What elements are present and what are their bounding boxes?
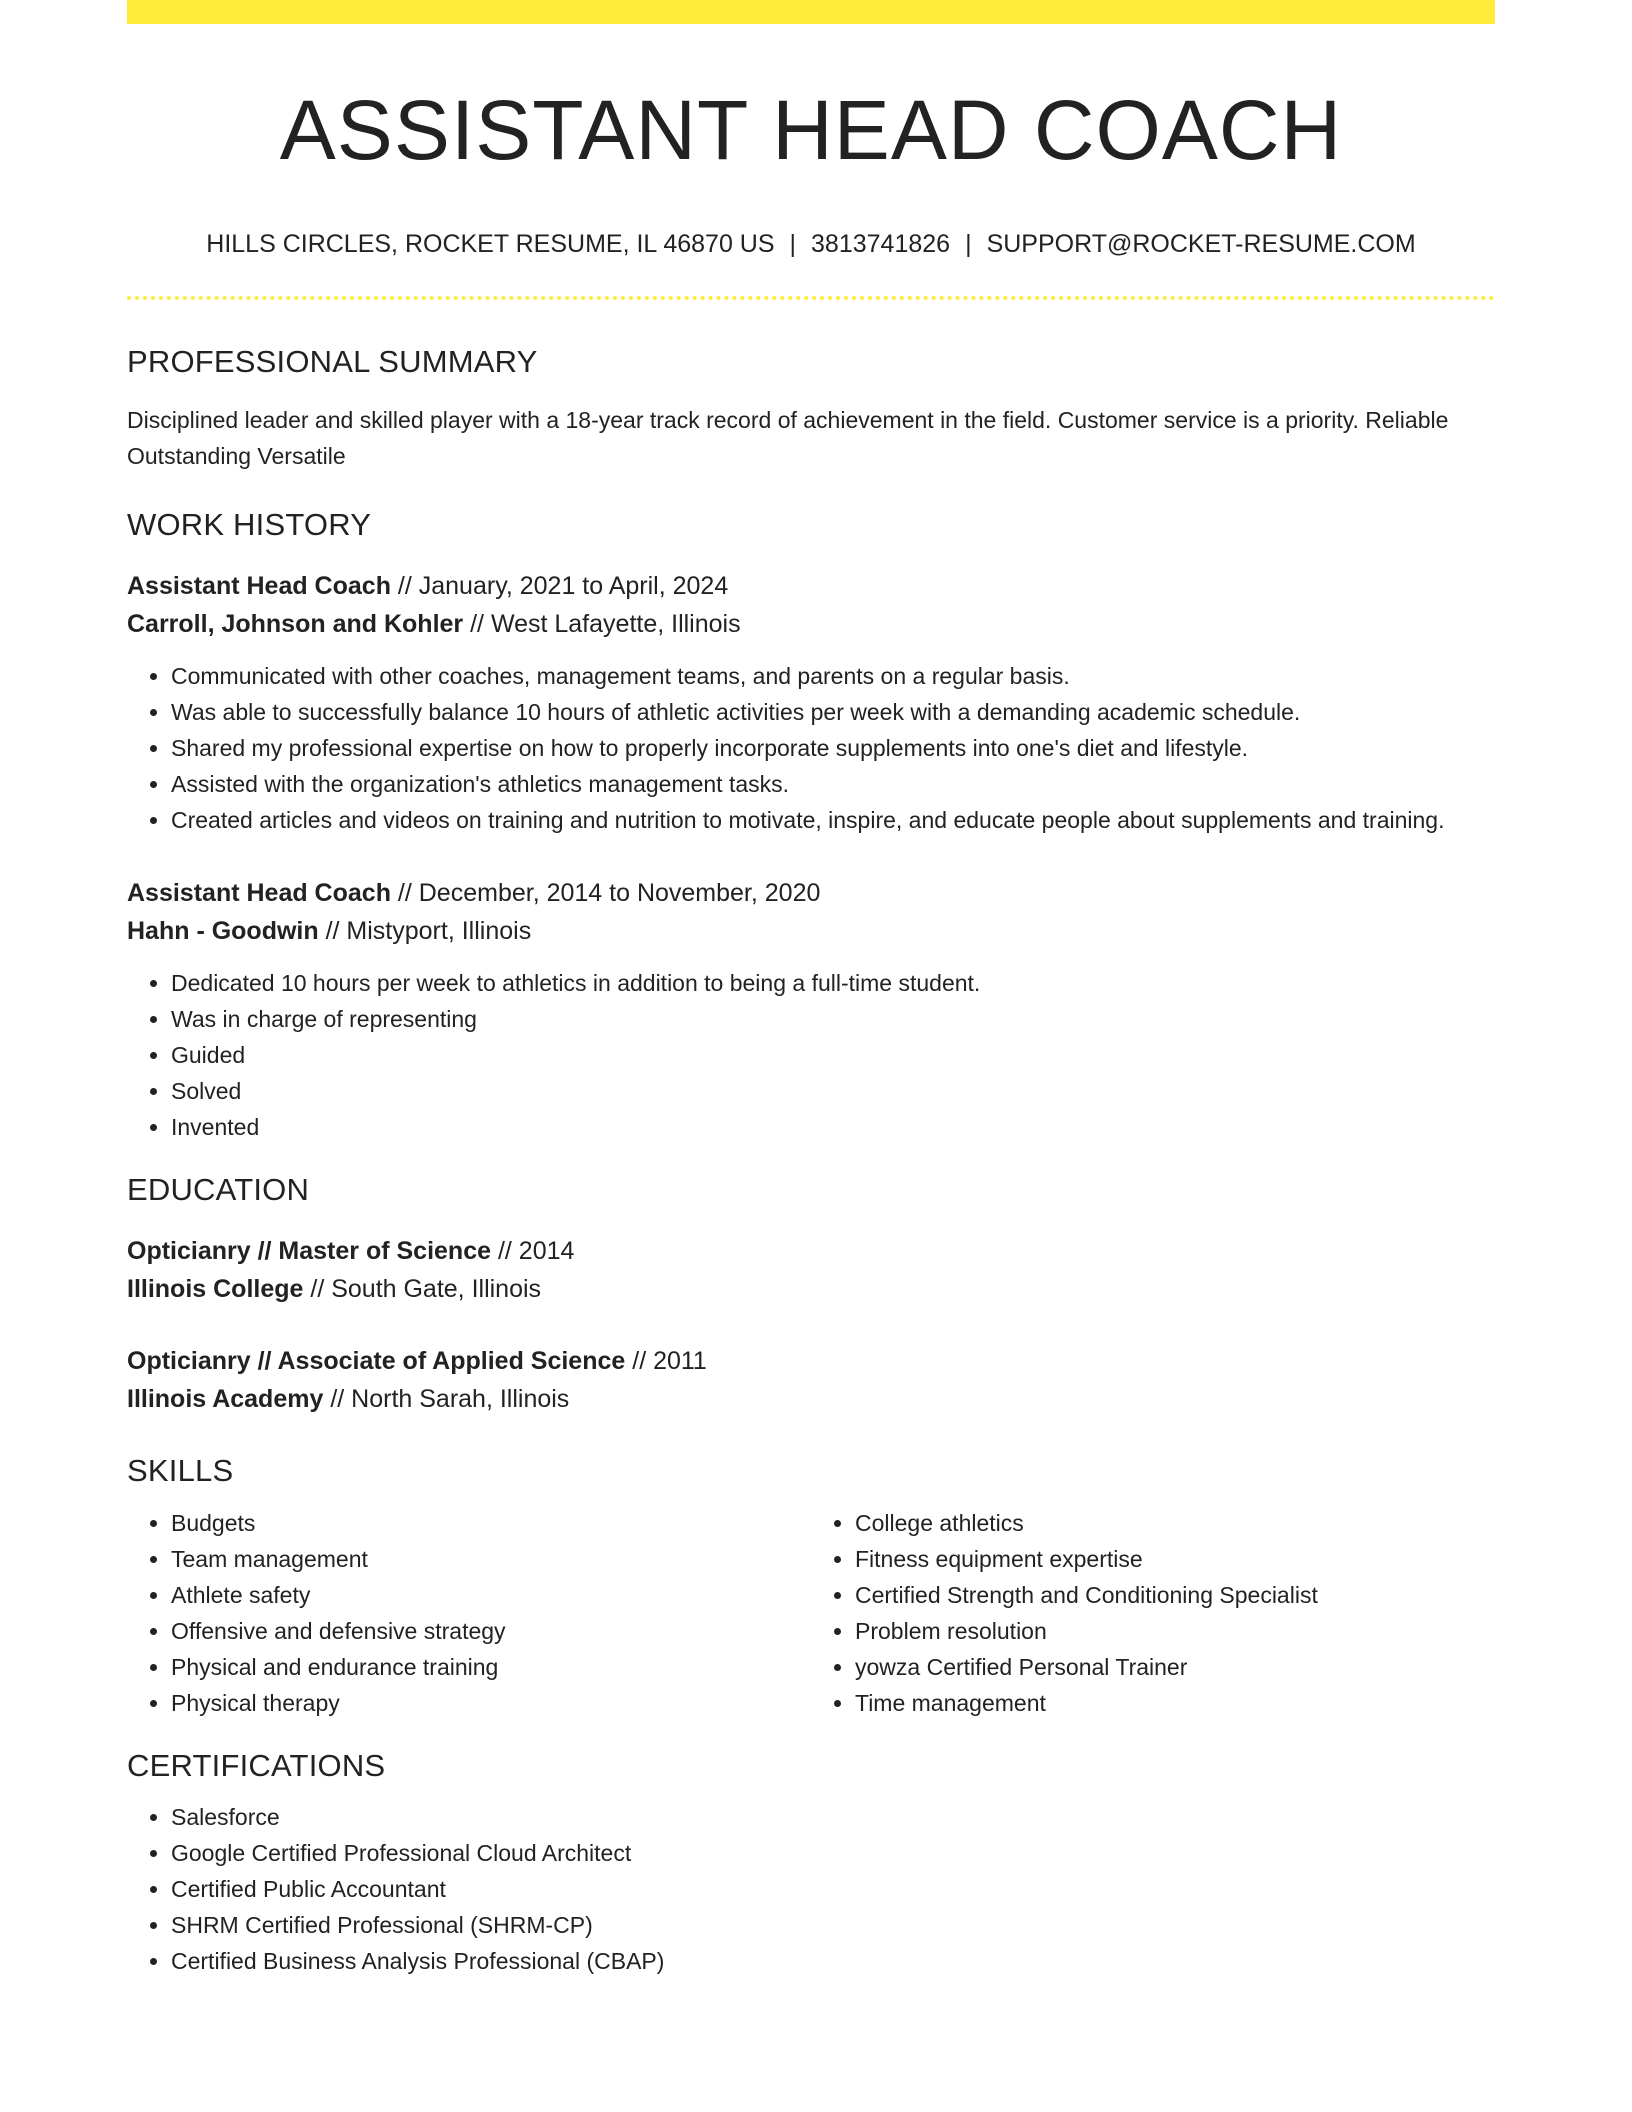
education-school: Illinois College bbox=[127, 1275, 304, 1304]
skill-item: • Physical therapy bbox=[171, 1685, 811, 1721]
education-heading: EDUCATION bbox=[127, 1172, 310, 1208]
job-company: Carroll, Johnson and Kohler bbox=[127, 610, 464, 639]
contact-phone: 3813741826 bbox=[811, 230, 951, 259]
job-title-line bbox=[127, 567, 1495, 605]
accent-top-bar bbox=[127, 0, 1495, 24]
job-title: Assistant Head Coach bbox=[127, 879, 391, 908]
skill-item: • College athletics bbox=[855, 1505, 1495, 1541]
job-bullet: • Was in charge of representing bbox=[171, 1001, 1495, 1037]
job-company-line bbox=[127, 912, 1495, 950]
job-location: // Mistyport, Illinois bbox=[318, 917, 532, 946]
education-degree-line bbox=[127, 1232, 1495, 1270]
job-location: // West Lafayette, Illinois bbox=[463, 610, 741, 639]
job-entry bbox=[127, 874, 1495, 1145]
certifications-list bbox=[127, 1799, 1495, 1979]
summary-text: Disciplined leader and skilled player with a 18-year track record of achievement in the field. Customer service is a priority. Reliable Outstanding Versatile bbox=[127, 407, 1449, 470]
summary-heading: PROFESSIONAL SUMMARY bbox=[127, 343, 538, 379]
job-title: Assistant Head Coach bbox=[127, 572, 391, 601]
certification-item: • Salesforce bbox=[171, 1799, 1495, 1835]
education-year: // 2014 bbox=[491, 1237, 575, 1266]
education-school-line bbox=[127, 1270, 1495, 1308]
skill-item: • Problem resolution bbox=[855, 1613, 1495, 1649]
education-location: // North Sarah, Illinois bbox=[323, 1385, 570, 1414]
education-degree: Opticianry // Associate of Applied Science bbox=[127, 1347, 626, 1376]
skill-item: • Certified Strength and Conditioning Specialist bbox=[855, 1577, 1495, 1613]
job-bullets bbox=[127, 965, 1495, 1145]
contact-line bbox=[127, 228, 1495, 261]
job-company: Hahn - Goodwin bbox=[127, 917, 319, 946]
job-bullet: • Dedicated 10 hours per week to athletics in addition to being a full-time student. bbox=[171, 965, 1495, 1001]
contact-email: SUPPORT@ROCKET-RESUME.COM bbox=[986, 230, 1416, 259]
contact-separator: | bbox=[789, 230, 797, 259]
skills-heading: SKILLS bbox=[127, 1453, 234, 1489]
skill-item: • Budgets bbox=[171, 1505, 811, 1541]
job-bullet: • Invented bbox=[171, 1109, 1495, 1145]
certification-item: • SHRM Certified Professional (SHRM-CP) bbox=[171, 1907, 1495, 1943]
education-school: Illinois Academy bbox=[127, 1385, 324, 1414]
certifications-heading: CERTIFICATIONS bbox=[127, 1747, 386, 1783]
education-entry bbox=[127, 1232, 1495, 1308]
job-bullet: • Was able to successfully balance 10 hours of athletic activities per week with a demanding academic schedule. bbox=[171, 694, 1495, 730]
skill-item: • Athlete safety bbox=[171, 1577, 811, 1613]
job-bullets bbox=[127, 658, 1495, 838]
contact-address: HILLS CIRCLES, ROCKET RESUME, IL 46870 US bbox=[206, 230, 775, 259]
skills-columns bbox=[127, 1505, 1495, 1721]
dotted-divider bbox=[127, 296, 1495, 300]
education-degree-line bbox=[127, 1342, 1495, 1380]
job-bullet: • Solved bbox=[171, 1073, 1495, 1109]
job-title-line bbox=[127, 874, 1495, 912]
work-history-heading: WORK HISTORY bbox=[127, 507, 372, 543]
job-entry bbox=[127, 567, 1495, 838]
education-year: // 2011 bbox=[625, 1347, 707, 1376]
certification-item: • Certified Business Analysis Professional (CBAP) bbox=[171, 1943, 1495, 1979]
job-bullet: • Shared my professional expertise on how to properly incorporate supplements into one's diet and lifestyle. bbox=[171, 730, 1495, 766]
job-bullet: • Communicated with other coaches, management teams, and parents on a regular basis. bbox=[171, 658, 1495, 694]
education-location: // South Gate, Illinois bbox=[303, 1275, 542, 1304]
skills-list-left bbox=[127, 1505, 811, 1721]
skills-list-right bbox=[811, 1505, 1495, 1721]
education-degree: Opticianry // Master of Science bbox=[127, 1237, 492, 1266]
job-bullet: • Assisted with the organization's athletics management tasks. bbox=[171, 766, 1495, 802]
skill-item: • Fitness equipment expertise bbox=[855, 1541, 1495, 1577]
skill-item: • Physical and endurance training bbox=[171, 1649, 811, 1685]
certification-item: • Certified Public Accountant bbox=[171, 1871, 1495, 1907]
skill-item: • Time management bbox=[855, 1685, 1495, 1721]
job-bullet: • Created articles and videos on training and nutrition to motivate, inspire, and educate people about supplements and training. bbox=[171, 802, 1495, 838]
skill-item: • yowza Certified Personal Trainer bbox=[855, 1649, 1495, 1685]
skill-item: • Team management bbox=[171, 1541, 811, 1577]
education-school-line bbox=[127, 1380, 1495, 1418]
job-company-line bbox=[127, 605, 1495, 643]
job-dates: // January, 2021 to April, 2024 bbox=[390, 572, 729, 601]
resume-page bbox=[127, 0, 1495, 1979]
certification-item: • Google Certified Professional Cloud Architect bbox=[171, 1835, 1495, 1871]
resume-name-title: ASSISTANT HEAD COACH bbox=[279, 83, 1343, 177]
education-entry bbox=[127, 1342, 1495, 1418]
contact-separator: | bbox=[965, 230, 972, 259]
skill-item: • Offensive and defensive strategy bbox=[171, 1613, 811, 1649]
job-dates: // December, 2014 to November, 2020 bbox=[390, 879, 821, 908]
job-bullet: • Guided bbox=[171, 1037, 1495, 1073]
